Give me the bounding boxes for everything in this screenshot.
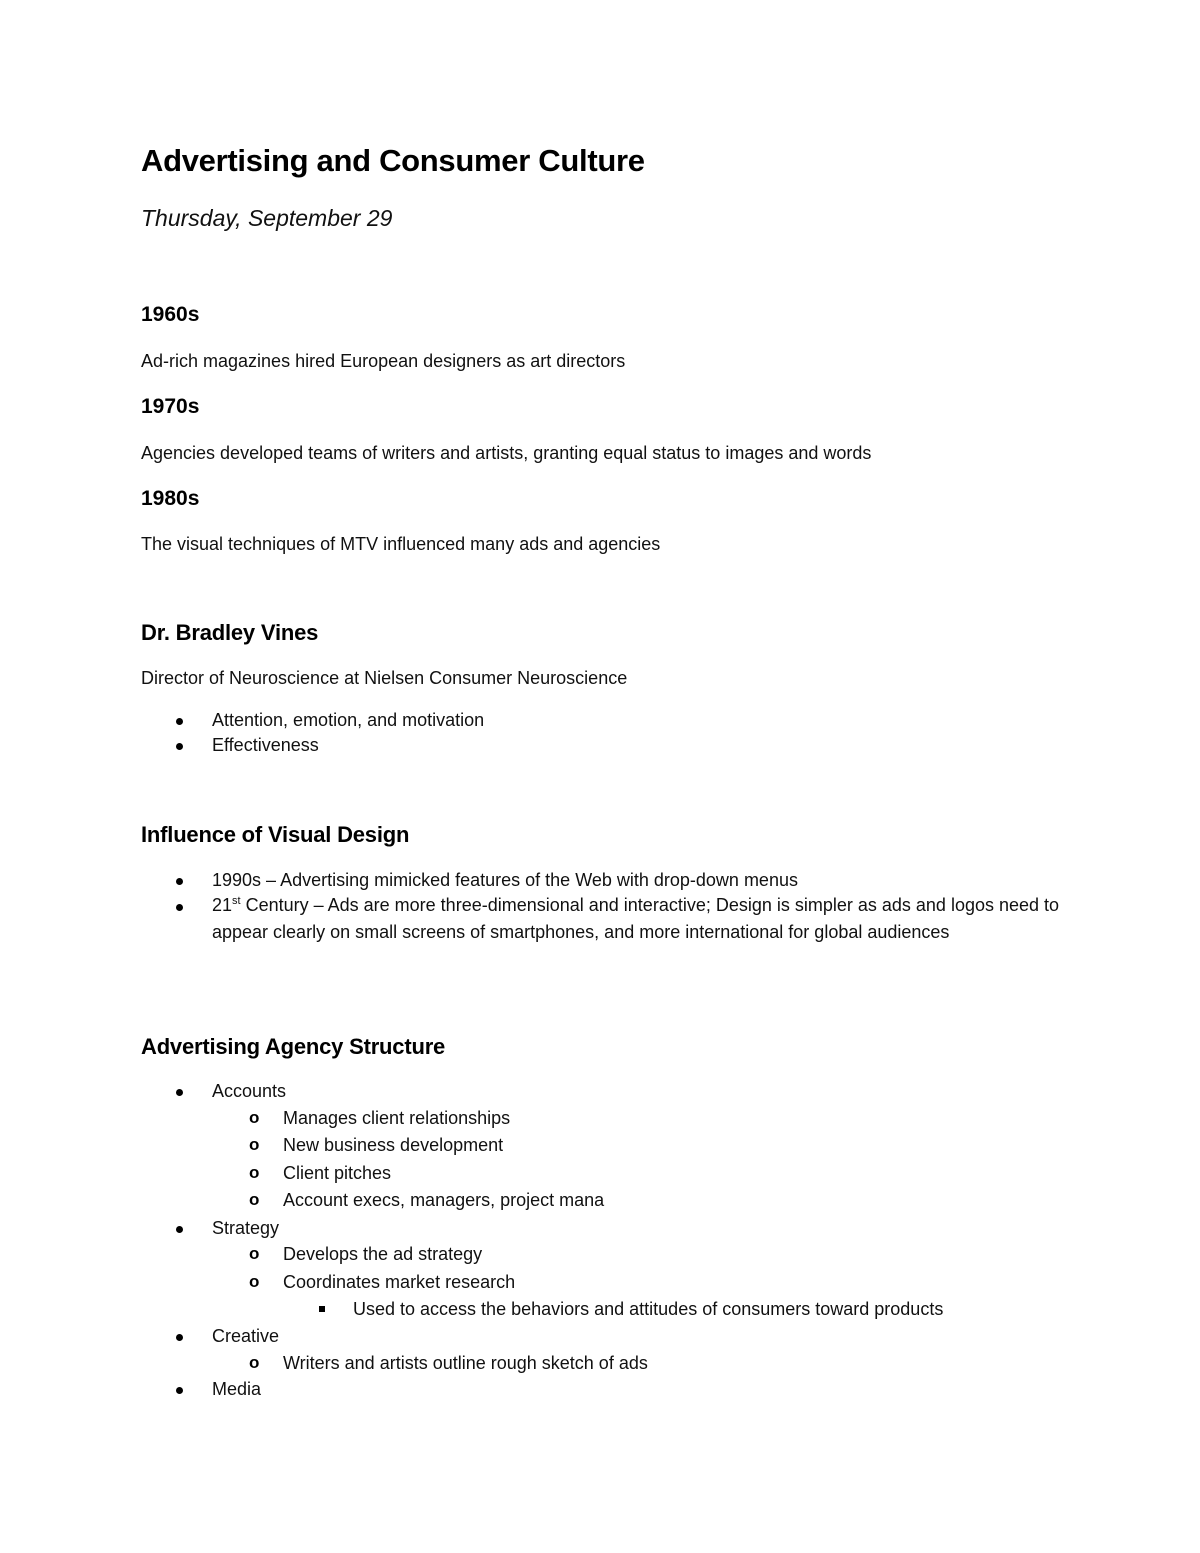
agency-media: Media bbox=[212, 1379, 262, 1399]
strategy-item-1: Develops the ad strategy bbox=[283, 1244, 483, 1264]
decade-heading-1980s: 1980s bbox=[141, 487, 200, 510]
sub-bullet-marker: o bbox=[249, 1353, 260, 1372]
accounts-item-4: Account execs, managers, project mana bbox=[283, 1190, 605, 1210]
speaker-bullet-2: Effectiveness bbox=[212, 735, 319, 755]
bullet-dot-icon bbox=[176, 1334, 183, 1341]
visual-design-bullet-2 bbox=[212, 892, 1072, 946]
square-bullet-icon bbox=[319, 1306, 325, 1312]
bullet2-prefix: 21 bbox=[212, 895, 233, 915]
decade-heading-1960s: 1960s bbox=[141, 303, 200, 326]
bullet-dot-icon bbox=[176, 743, 183, 750]
agency-creative: Creative bbox=[212, 1326, 280, 1346]
speaker-heading: Dr. Bradley Vines bbox=[141, 620, 319, 645]
sub-bullet-marker: o bbox=[249, 1108, 260, 1127]
bullet-dot-icon bbox=[176, 878, 183, 885]
agency-heading: Advertising Agency Structure bbox=[141, 1034, 446, 1059]
decade-text-1980s: The visual techniques of MTV influenced many ads and agencies bbox=[141, 534, 661, 554]
accounts-item-2: New business development bbox=[283, 1135, 504, 1155]
accounts-item-3: Client pitches bbox=[283, 1163, 392, 1183]
document-date: Thursday, September 29 bbox=[141, 205, 393, 231]
sub-bullet-marker: o bbox=[249, 1163, 260, 1182]
accounts-item-1: Manages client relationships bbox=[283, 1108, 511, 1128]
agency-strategy: Strategy bbox=[212, 1218, 280, 1238]
strategy-subitem: Used to access the behaviors and attitudes of consumers toward products bbox=[353, 1299, 944, 1319]
sub-bullet-marker: o bbox=[249, 1244, 260, 1263]
sub-bullet-marker: o bbox=[249, 1272, 260, 1291]
bullet-dot-icon bbox=[176, 1387, 183, 1394]
sub-bullet-marker: o bbox=[249, 1135, 260, 1154]
visual-design-heading: Influence of Visual Design bbox=[141, 822, 410, 847]
decade-text-1960s: Ad-rich magazines hired European designers as art directors bbox=[141, 351, 626, 371]
bullet2-superscript: st bbox=[232, 895, 241, 907]
document-title: Advertising and Consumer Culture bbox=[141, 143, 645, 178]
visual-design-bullet-1: 1990s – Advertising mimicked features of the Web with drop-down menus bbox=[212, 870, 798, 890]
bullet-dot-icon bbox=[176, 1089, 183, 1096]
bullet-dot-icon bbox=[176, 1226, 183, 1233]
decade-text-1970s: Agencies developed teams of writers and artists, granting equal status to images and words bbox=[141, 443, 872, 463]
sub-bullet-marker: o bbox=[249, 1190, 260, 1209]
agency-accounts: Accounts bbox=[212, 1081, 287, 1101]
speaker-bullet-1: Attention, emotion, and motivation bbox=[212, 710, 485, 730]
strategy-item-2: Coordinates market research bbox=[283, 1272, 516, 1292]
bullet-dot-icon bbox=[176, 904, 183, 911]
decade-heading-1970s: 1970s bbox=[141, 395, 200, 418]
creative-item-1: Writers and artists outline rough sketch of ads bbox=[283, 1353, 648, 1373]
bullet2-rest: Century – Ads are more three-dimensional and interactive; Design is simpler as ads and logos need to appear clearly on small screens of smartphones, and more international for global audiences bbox=[212, 895, 1060, 942]
bullet-dot-icon bbox=[176, 718, 183, 725]
speaker-role: Director of Neuroscience at Nielsen Consumer Neuroscience bbox=[141, 668, 628, 688]
